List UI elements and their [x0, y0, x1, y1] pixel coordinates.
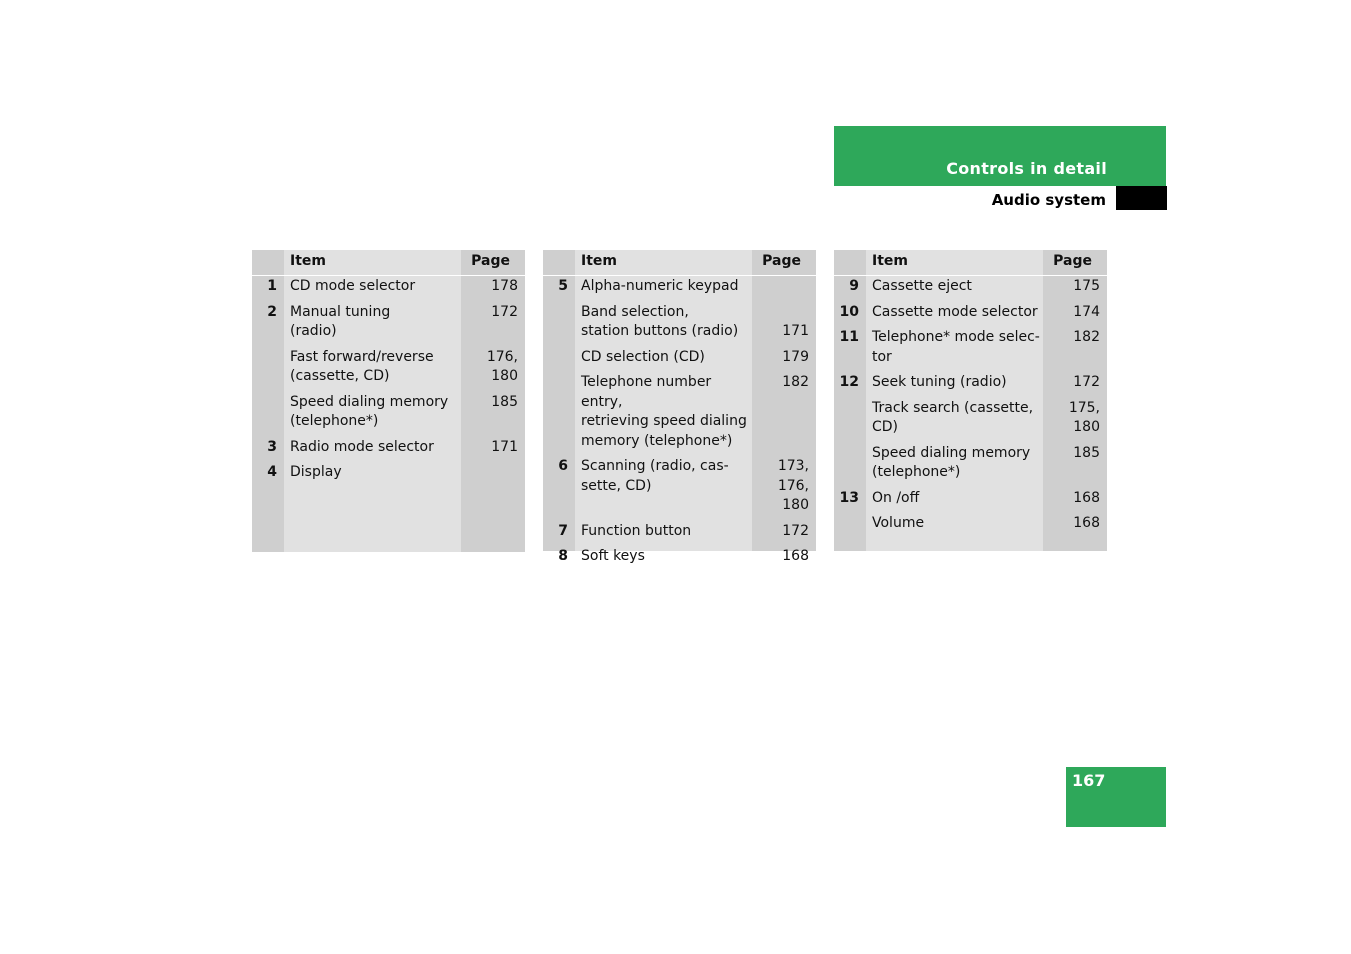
item-number: 13	[839, 489, 859, 506]
item-label: Manual tuning (radio)	[290, 303, 391, 339]
item-number: 7	[558, 522, 568, 539]
item-label: CD mode selector	[290, 278, 416, 294]
item-page: 168	[1073, 515, 1100, 531]
table-row	[252, 348, 525, 393]
table-body	[543, 276, 816, 581]
item-label: Radio mode selector	[290, 438, 434, 455]
item-number	[543, 373, 575, 451]
item-label: Alpha-numeric keypad	[581, 278, 739, 294]
page-number-box	[1066, 767, 1166, 827]
item-number	[543, 348, 575, 368]
item-label: Band selection, station buttons (radio)	[581, 303, 739, 339]
page-column-header: Page	[1053, 253, 1092, 269]
item-number	[834, 399, 866, 438]
table-row	[543, 547, 816, 573]
page-column-header: Page	[471, 253, 510, 269]
table-row	[252, 393, 525, 438]
item-number: 11	[839, 329, 859, 345]
item-number: 1	[267, 278, 277, 294]
item-page: 182	[1073, 329, 1100, 345]
table-row	[543, 277, 816, 303]
table-header	[834, 250, 1107, 276]
item-page: 178	[491, 278, 518, 294]
item-label: Function button	[581, 522, 692, 539]
item-number: 5	[558, 278, 568, 294]
item-column-header: Item	[872, 253, 908, 269]
item-label: CD selection (CD)	[581, 348, 705, 365]
item-label: Seek tuning (radio)	[872, 374, 1007, 390]
item-number: 3	[267, 438, 277, 455]
item-page: 168	[782, 548, 809, 564]
table-row	[252, 463, 525, 489]
table-row	[543, 522, 816, 548]
item-number	[252, 393, 284, 432]
table-row	[543, 303, 816, 348]
table-row	[834, 373, 1107, 399]
item-page: 173, 176, 180	[777, 458, 809, 513]
items-table-1	[252, 250, 525, 552]
item-page: 182	[782, 374, 809, 390]
table-body	[834, 276, 1107, 548]
table-row	[834, 489, 1107, 515]
item-label: On /off	[872, 489, 920, 506]
item-number: 10	[839, 303, 859, 320]
item-number	[252, 348, 284, 387]
table-header	[543, 250, 816, 276]
item-column-header: Item	[290, 253, 326, 269]
item-label: Fast forward/reverse (cassette, CD)	[290, 348, 434, 384]
items-table-3	[834, 250, 1107, 551]
item-page: 171	[491, 438, 518, 455]
item-label: Cassette mode selector	[872, 303, 1038, 320]
item-label: Scanning (radio, cas- sette, CD)	[581, 458, 729, 494]
item-label: Soft keys	[581, 548, 645, 564]
item-page: 174	[1073, 303, 1100, 320]
item-number	[543, 303, 575, 342]
table-row	[252, 277, 525, 303]
table-row	[834, 277, 1107, 303]
item-page: 172	[491, 303, 518, 320]
page-number: 167	[1072, 771, 1106, 790]
item-number: 8	[558, 548, 568, 564]
item-page: 175, 180	[1068, 399, 1100, 435]
item-number	[834, 444, 866, 483]
item-label: Display	[290, 464, 342, 480]
item-number: 12	[839, 374, 859, 390]
table-row	[543, 373, 816, 457]
item-page: 171	[782, 323, 809, 339]
item-page: 172	[782, 522, 809, 539]
table-row	[834, 514, 1107, 540]
item-label: Volume	[872, 515, 925, 531]
item-number: 4	[267, 464, 277, 480]
item-number: 9	[849, 278, 859, 294]
item-number: 2	[267, 303, 277, 320]
items-table-2	[543, 250, 816, 564]
item-page: 172	[1073, 374, 1100, 390]
item-page: 179	[782, 348, 809, 365]
table-header	[252, 250, 525, 276]
item-page: 185	[1073, 444, 1100, 461]
table-row	[543, 457, 816, 522]
table-row	[834, 303, 1107, 329]
item-number	[834, 514, 866, 534]
item-page	[752, 277, 816, 297]
item-page: 176, 180	[486, 348, 518, 384]
item-label: Telephone* mode selec- tor	[872, 329, 1040, 365]
item-label: Telephone number entry, retrieving speed dialing memory (telephone*)	[581, 374, 747, 449]
table-row	[834, 444, 1107, 489]
item-page	[461, 463, 525, 483]
subsection-title: Audio system	[991, 191, 1106, 209]
item-page: 168	[1073, 489, 1100, 506]
item-label: Speed dialing memory (telephone*)	[872, 444, 1031, 480]
section-title: Controls in detail	[946, 159, 1107, 178]
item-page: 185	[491, 393, 518, 410]
item-label: Track search (cassette, CD)	[872, 399, 1034, 435]
table-row	[834, 399, 1107, 444]
page-column-header: Page	[762, 253, 801, 269]
item-number: 6	[558, 458, 568, 474]
table-row	[834, 328, 1107, 373]
item-label: Cassette eject	[872, 278, 972, 294]
table-row	[252, 303, 525, 348]
table-row	[543, 348, 816, 374]
item-label: Speed dialing memory (telephone*)	[290, 393, 449, 429]
item-page: 175	[1073, 278, 1100, 294]
table-body	[252, 276, 525, 497]
item-column-header: Item	[581, 253, 617, 269]
section-tab-marker	[1116, 186, 1167, 210]
table-row	[252, 438, 525, 464]
